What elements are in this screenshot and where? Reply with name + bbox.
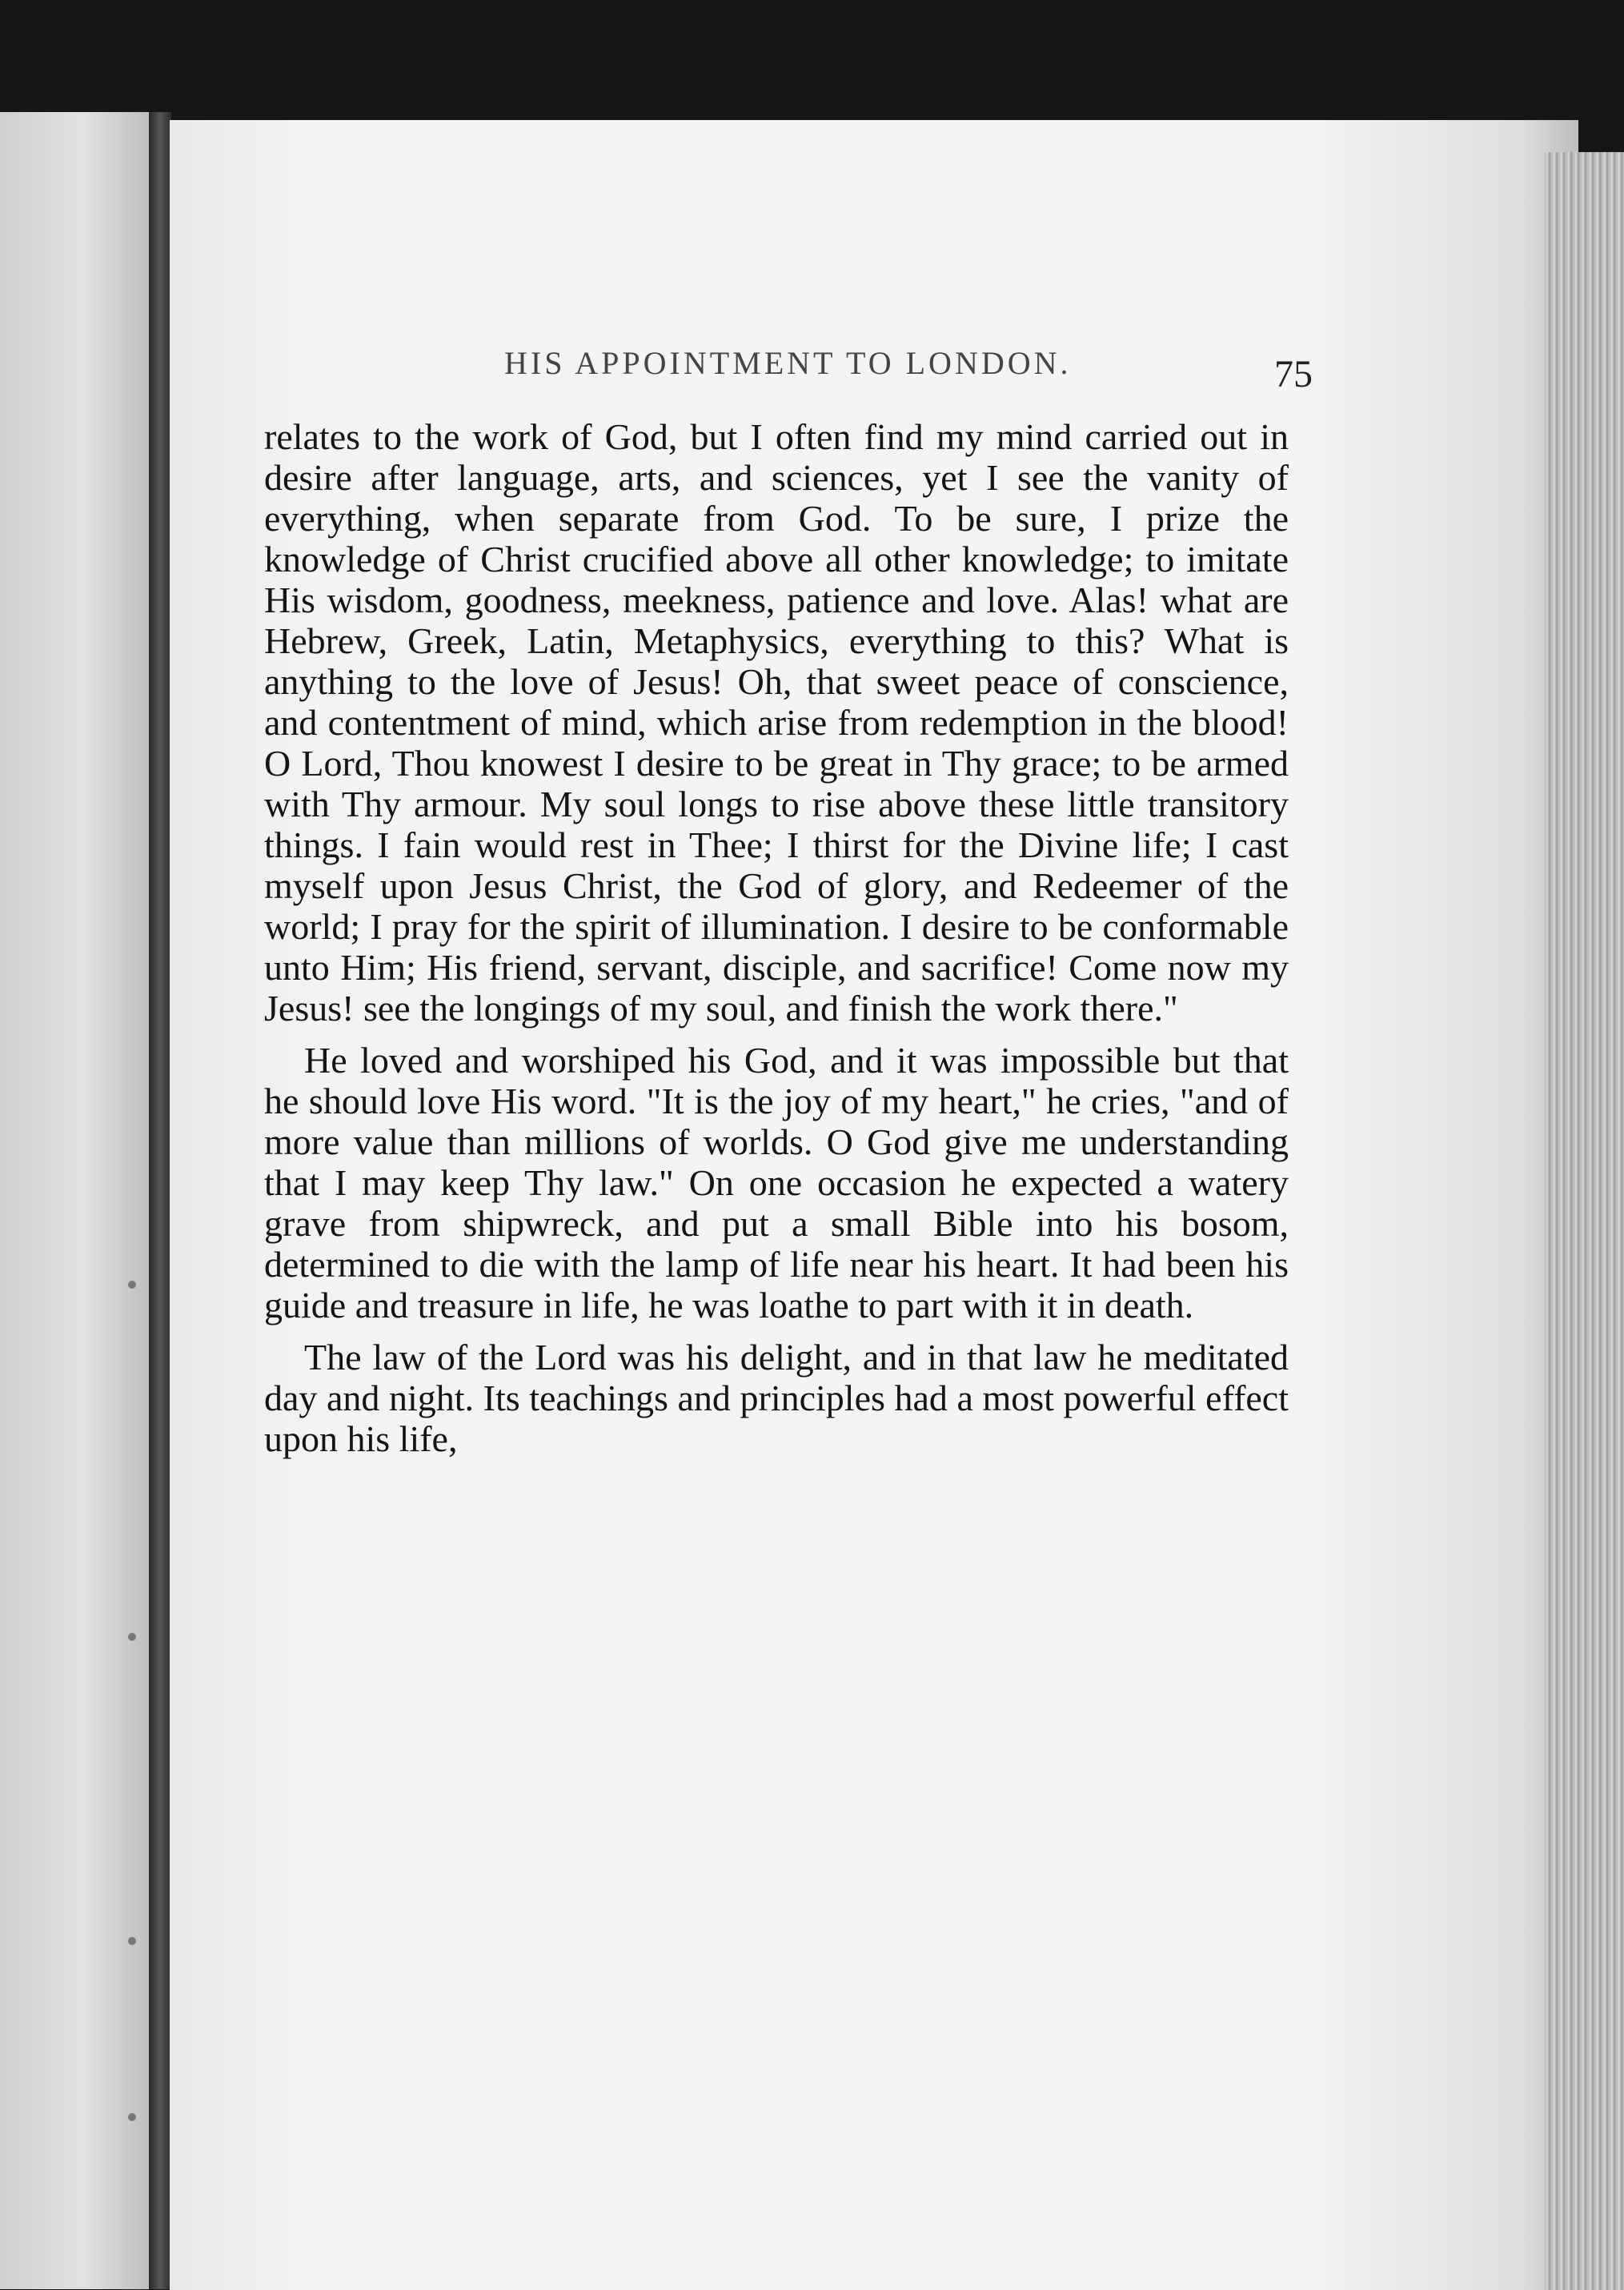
running-head: HIS APPOINTMENT TO LONDON. xyxy=(504,345,1072,381)
margin-speck xyxy=(128,1937,136,1945)
facing-page-edge xyxy=(0,112,152,2289)
paragraph-continued: relates to the work of God, but I often find my mind carried out in desire after language, arts, and sciences, yet I see the vanity of everything, when separate from God. To be sure, I prize the knowledge of Christ crucified above all other knowledge; to imitate His wisdom, goodness, meekness, patience and love. Alas! what are Hebrew, Greek, Latin, Metaphysics, everything to this? What is anything to the love of Jesus! Oh, that sweet peace of conscience, and contentment of mind, which arise from redemption in the blood! O Lord, Thou knowest I desire to be great in Thy grace; to be armed with Thy armour. My soul longs to rise above these little transitory things. I fain would rest in Thee; I thirst for the Divine life; I cast myself upon Jesus Christ, the God of glory, and Redeemer of the world; I pray for the spirit of illumination. I desire to be conformable unto Him; His friend, servant, disciple, and sacrifice! Come now my Jesus! see the longings of my soul, and finish the work there." xyxy=(264,416,1289,1029)
paragraph: The law of the Lord was his delight, and in that law he meditated day and night. Its teachings and principles had a most powerful effect upon his life, xyxy=(264,1337,1289,1459)
page-header xyxy=(264,320,1313,416)
page-stack-edge xyxy=(1545,152,1624,2290)
page-text xyxy=(264,320,1313,1459)
page-number: 75 xyxy=(1274,353,1313,395)
margin-speck xyxy=(128,2113,136,2121)
margin-speck xyxy=(128,1633,136,1641)
book-spine xyxy=(149,112,171,2289)
paragraph: He loved and worshiped his God, and it was impossible but that he should love His word. "It is the joy of my heart," he cries, "and of more value than millions of worlds. O God give me understanding that I may keep Thy law." On one occasion he expected a watery grave from shipwreck, and put a small Bible into his bosom, determined to die with the lamp of life near his heart. It had been his guide and treasure in life, he was loathe to part with it in death. xyxy=(264,1040,1289,1325)
margin-speck xyxy=(128,1281,136,1289)
